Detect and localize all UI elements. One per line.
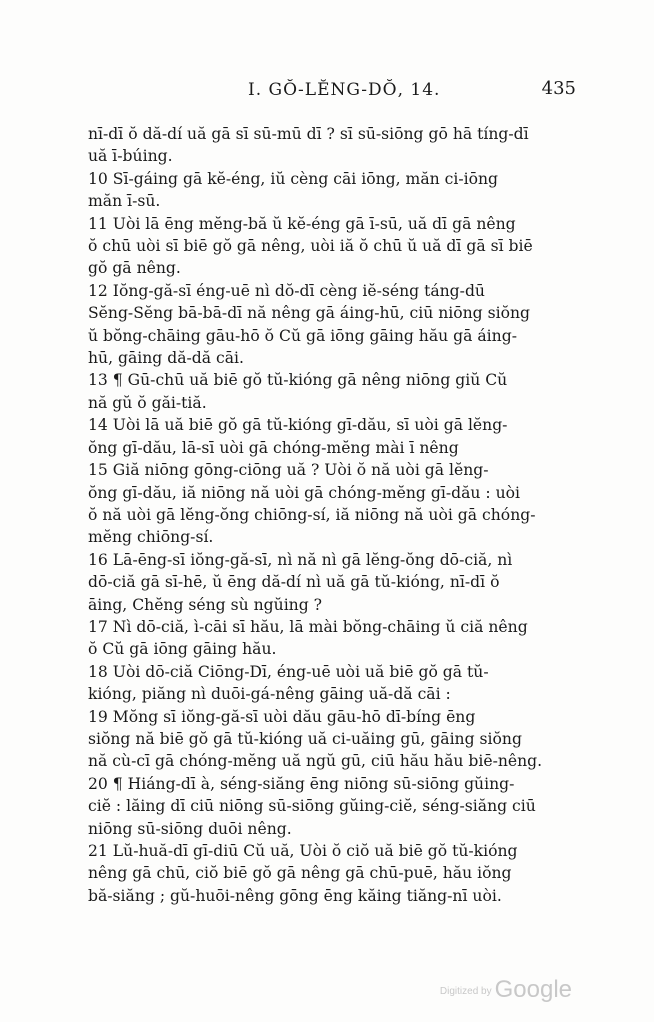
running-header [88,80,576,108]
text-line: ŏ nă uòi gā lĕng-ŏng chiōng-sí, iă niōng nă uòi gā chóng- [88,505,536,524]
header-title: I. GŎ-LĔNG-DŎ, 14. [248,80,441,100]
text-line: nă gŭ ŏ găi-tiă. [88,393,207,412]
text-line: āing, Chĕng séng sù ngŭing ? [88,595,323,614]
text-line: 12 Iŏng-gă-sī éng-uē nì dŏ-dī cèng iĕ-séng táng-dū [88,281,485,300]
text-line: 19 Mŏng sī iŏng-gă-sī uòi dău gāu-hō dī-bíng ēng [88,707,476,726]
text-line: bă-siăng ; gŭ-huōi-nêng gōng ēng kăing tiăng-nī uòi. [88,886,502,905]
text-line: ŭ bŏng-chāing gāu-hō ŏ Cŭ gā iōng gāing hău gā áing- [88,326,517,345]
text-line: dō-ciă gā sī-hē, ŭ ēng dă-dí nì uă gā tŭ-kióng, nī-dī ŏ [88,573,500,592]
text-line: mĕng chiōng-sí. [88,528,214,547]
body-text [88,123,576,907]
text-line: 11 Uòi lā ēng mĕng-bă ŭ kĕ-éng gā ī-sū, uă dī gā nêng [88,214,516,233]
text-line: ŏng gī-dău, iă niōng nă uòi gā chóng-mĕng gī-dău : uòi [88,483,520,502]
text-line: 17 Nì dō-ciă, ì-cāi sī hău, lā mài bŏng-chāing ŭ ciă nêng [88,617,528,636]
text-line: 20 ¶ Hiáng-dī à, séng-siăng ēng niōng sū-siōng gŭing- [88,774,515,793]
text-line: 16 Lā-ēng-sī iŏng-gă-sī, nì nă nì gā lĕng-ŏng dō-ciă, nì [88,550,513,569]
text-line: gŏ gā nêng. [88,259,181,278]
text-line: nêng gā chū, ciŏ biē gŏ gā nêng gā chū-puē, hău iŏng [88,864,512,883]
text-line: 13 ¶ Gū-chū uă biē gŏ tŭ-kióng gā nêng niōng giŭ Cŭ [88,371,508,390]
text-line: siŏng nă biē gŏ gā tŭ-kióng uă ci-uăing gū, gāing siŏng [88,729,522,748]
text-line: hū, gāing dă-dă cāi. [88,349,245,368]
text-line: 21 Lŭ-huă-dī gī-diū Cŭ uă, Uòi ŏ ciŏ uă biē gŏ tŭ-kióng [88,842,518,860]
text-line: 14 Uòi lā uă biē gŏ gā tŭ-kióng gī-dău, sī uòi gā lĕng- [88,416,508,435]
text-line: uă ī-búing. [88,147,173,166]
text-line: Sĕng-Sĕng bā-bā-dī nă nêng gā áing-hū, ciū niōng siŏng [88,304,531,323]
text-line: kióng, piăng nì duōi-gá-nêng gāing uă-dă cāi : [88,685,451,704]
page-number: 435 [541,78,576,99]
watermark-prefix: Digitized by [439,986,492,997]
text-line: nă cù-cī gā chóng-mĕng uă ngŭ gū, ciū hău hău biē-nêng. [88,752,543,771]
digitized-watermark [372,976,572,1004]
text-line: ciĕ : lăing dī ciū niōng sū-siōng gŭing-ciĕ, séng-siăng ciū [88,797,536,816]
text-line: ŏ Cŭ gā iōng gāing hău. [88,640,277,659]
text-line: nī-dī ŏ dă-dí uă gā sī sū-mū dī ? sī sū-siōng gō hā tíng-dī [88,125,529,143]
google-logo: Google [494,976,572,1003]
text-line: ŏng gī-dău, lā-sī uòi gā chóng-mĕng mài ī nêng [88,438,459,457]
text-line: niōng sū-siōng duōi nêng. [88,819,292,838]
text-line: ŏ chū uòi sī biē gŏ gā nêng, uòi iă ŏ chū ŭ uă dī gā sī biē [88,237,533,256]
text-line: 10 Sī-gáing gā kĕ-éng, iŭ cèng cāi iōng, măn ci-iōng [88,169,499,188]
text-line: 18 Uòi dō-ciă Ciōng-Dī, éng-uē uòi uă biē gŏ gā tŭ- [88,662,489,681]
text-line: 15 Giă niōng gōng-ciōng uă ? Uòi ŏ nă uòi gā lĕng- [88,461,489,480]
text-line: măn ī-sū. [88,192,161,211]
